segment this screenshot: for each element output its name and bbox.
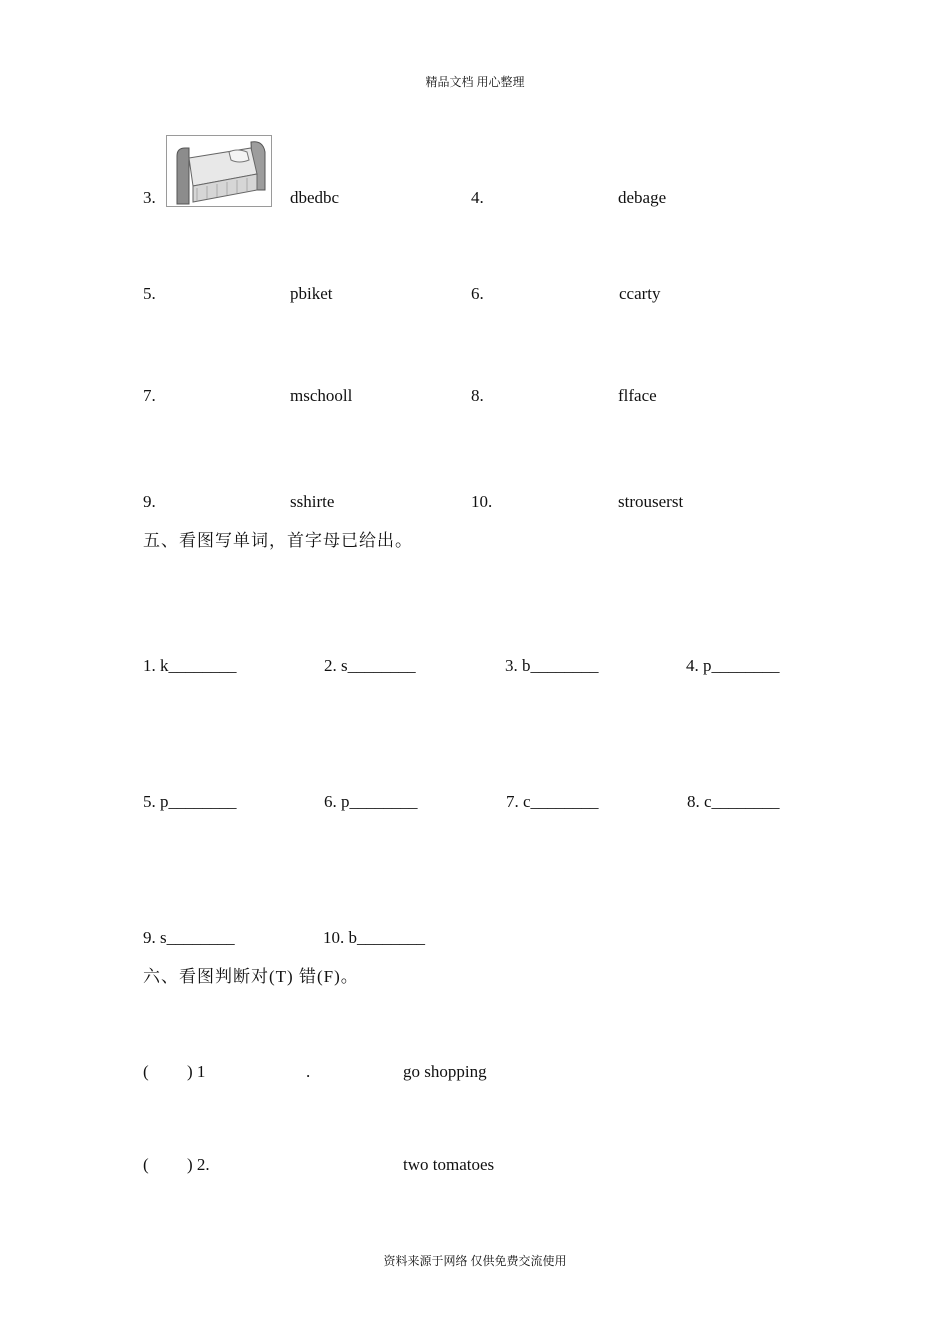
fill-blank-item: 7. c________: [506, 792, 599, 811]
answer-paren-close: ) 1: [187, 1062, 206, 1081]
page-header: 精品文档 用心整理: [425, 75, 525, 89]
item-number: 4.: [471, 188, 484, 207]
scrambled-word: mschooll: [290, 386, 353, 405]
scrambled-word: dbedbc: [290, 188, 340, 207]
fill-blank-item: 5. p________: [143, 792, 237, 811]
fill-blank-item: 9. s________: [143, 928, 235, 947]
answer-paren-open: (: [143, 1062, 149, 1081]
section5-title: 五、看图写单词，首字母已给出。: [143, 531, 413, 550]
fill-blank-item: 10. b________: [323, 928, 425, 947]
item-number: 6.: [471, 284, 484, 303]
bed-image: [166, 135, 272, 207]
item-dot: .: [306, 1062, 311, 1081]
answer-paren-close: ) 2.: [187, 1155, 210, 1174]
scrambled-word: ccarty: [619, 284, 661, 303]
scrambled-word: strouserst: [618, 492, 684, 511]
item-number: 5.: [143, 284, 156, 303]
judge-phrase: go shopping: [403, 1062, 487, 1081]
scrambled-word: sshirte: [290, 492, 335, 511]
item-number: 10.: [471, 492, 493, 511]
fill-blank-item: 4. p________: [686, 656, 780, 675]
item-number: 3.: [143, 188, 156, 207]
scrambled-word: pbiket: [290, 284, 333, 303]
judge-phrase: two tomatoes: [403, 1155, 495, 1174]
item-number: 9.: [143, 492, 156, 511]
scrambled-word: flface: [618, 386, 657, 405]
scrambled-word: debage: [618, 188, 667, 207]
fill-blank-item: 8. c________: [687, 792, 780, 811]
fill-blank-item: 6. p________: [324, 792, 418, 811]
item-number: 8.: [471, 386, 484, 405]
fill-blank-item: 3. b________: [505, 656, 599, 675]
page-footer: 资料来源于网络 仅供免费交流使用: [383, 1254, 567, 1268]
section6-title: 六、看图判断对(T) 错(F)。: [143, 967, 359, 986]
item-number: 7.: [143, 386, 156, 405]
fill-blank-item: 1. k________: [143, 656, 237, 675]
fill-blank-item: 2. s________: [324, 656, 416, 675]
answer-paren-open: (: [143, 1155, 149, 1174]
